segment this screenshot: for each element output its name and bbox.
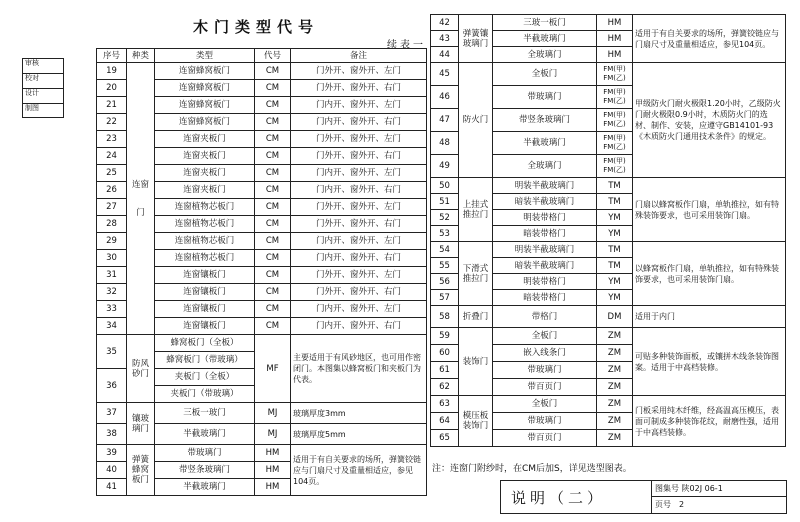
code-b: FM(乙) [603, 74, 626, 82]
cell-note: 玻璃厚度3mm [291, 403, 427, 424]
group-lianchuang [127, 63, 155, 335]
cell-type: 连窗植物芯板门 [155, 216, 255, 233]
cell-code: YM [597, 290, 633, 306]
group-shanggua [459, 178, 493, 242]
cell-code: CM [255, 114, 291, 131]
cell-seq: 22 [97, 114, 127, 131]
cell-code: HM [255, 462, 291, 479]
cell-seq: 46 [431, 86, 459, 109]
group-label: 防火门 [462, 115, 489, 125]
cell-code: YM [597, 274, 633, 290]
cell-note: 适用于有自关要求的场所，弹簧铰链应与门扇尺寸及重量相适应，参见104页。 [633, 15, 786, 63]
cell-seq: 30 [97, 250, 127, 267]
cell-note: 玻璃厚度5mm [291, 424, 427, 445]
cell-code: CM [255, 233, 291, 250]
cell-type: 连窗蜂窝板门 [155, 114, 255, 131]
cell-type: 半截玻璃门 [493, 132, 597, 155]
cell-seq: 27 [97, 199, 127, 216]
cell-type: 明装带格门 [493, 274, 597, 290]
cell-type: 连窗夹板门 [155, 148, 255, 165]
cell-type: 带百页门 [493, 430, 597, 447]
cell-code: MF [255, 335, 291, 403]
header-seq: 序号 [97, 49, 127, 63]
group-label: 下滑式推拉门 [462, 263, 489, 284]
group-jingpo [127, 403, 155, 445]
cell-code: CM [255, 267, 291, 284]
cell-seq: 43 [431, 31, 459, 47]
cell-type: 连窗植物芯板门 [155, 233, 255, 250]
cell-type: 半截玻璃门 [155, 479, 255, 496]
cell-note: 甲级防火门耐火极限1.20小时，乙级防火门耐火极限0.9小时，木质防火门的选材、制作、安装，应遵守GB14101-93《木质防火门通用技术条件》的规定。 [633, 63, 786, 178]
cell-code: CM [255, 318, 291, 335]
cell-seq: 45 [431, 63, 459, 86]
cell-seq: 19 [97, 63, 127, 80]
cell-type: 全玻璃门 [493, 155, 597, 178]
group-fangfeng [127, 335, 155, 403]
cell-note: 门内开、窗外开、右门 [291, 250, 427, 267]
cell-type: 连窗镶板门 [155, 318, 255, 335]
cell-note: 主要适用于有风砂地区，也可用作密闭门。本图集以蜂窝板门和夹板门为代表。 [291, 335, 427, 403]
cell-type: 明装半截玻璃门 [493, 242, 597, 258]
cell-type: 带玻璃门 [493, 86, 597, 109]
cell-seq: 25 [97, 165, 127, 182]
cell-seq: 47 [431, 109, 459, 132]
cell-seq: 33 [97, 301, 127, 318]
cell-note: 门外开、窗外开、右门 [291, 148, 427, 165]
cell-type: 明装带格门 [493, 210, 597, 226]
cell-type: 半截玻璃门 [493, 31, 597, 47]
cell-code: HM [255, 479, 291, 496]
cell-note: 门外开、窗外开、右门 [291, 80, 427, 97]
cell-code: ZM [597, 430, 633, 447]
cell-code: ZM [597, 328, 633, 345]
cell-seq: 61 [431, 362, 459, 379]
cell-type: 暗装半截玻璃门 [493, 258, 597, 274]
cell-code: YM [597, 210, 633, 226]
group-label: 模压板装饰门 [462, 411, 489, 431]
cell-code: ZM [597, 396, 633, 413]
cell-seq: 53 [431, 226, 459, 242]
cell-type: 带竖条玻璃门 [155, 462, 255, 479]
cell-type: 三玻一板门 [493, 15, 597, 31]
cell-note: 门内开、窗外开、右门 [291, 114, 427, 131]
cell-code [597, 109, 633, 132]
cell-type: 连窗蜂窝板门 [155, 63, 255, 80]
group-label: 连窗门 [131, 179, 149, 218]
code-b: FM(乙) [603, 120, 626, 128]
cell-seq: 44 [431, 47, 459, 63]
footnote: 注：连窗门附纱时，在CM后加S，详见选型图表。 [432, 464, 632, 474]
group-tanhuang-glass [459, 15, 493, 63]
cell-seq: 52 [431, 210, 459, 226]
cell-code: ZM [597, 362, 633, 379]
cell-note: 门外开、窗外开、左门 [291, 63, 427, 80]
group-label: 装饰门 [462, 356, 489, 367]
cell-code: CM [255, 131, 291, 148]
cell-code: MJ [255, 403, 291, 424]
cell-type: 带竖条玻璃门 [493, 109, 597, 132]
cell-type: 夹板门（带玻璃） [155, 386, 255, 403]
cell-code: ZM [597, 379, 633, 396]
group-xiahua [459, 242, 493, 306]
cell-seq: 21 [97, 97, 127, 114]
cell-code: CM [255, 284, 291, 301]
header-note: 备注 [291, 49, 427, 63]
cell-type: 夹板门（全板） [155, 369, 255, 386]
cell-seq: 64 [431, 413, 459, 430]
cell-code: MJ [255, 424, 291, 445]
cell-seq: 37 [97, 403, 127, 424]
cell-seq: 20 [97, 80, 127, 97]
code-a: FM(甲) [603, 157, 626, 165]
cell-code: CM [255, 148, 291, 165]
door-type-table-left [96, 48, 427, 496]
cell-note: 门内开、窗外开、右门 [291, 318, 427, 335]
cell-type: 暗装带格门 [493, 226, 597, 242]
cell-seq: 60 [431, 345, 459, 362]
cell-seq: 65 [431, 430, 459, 447]
cell-code: CM [255, 199, 291, 216]
cell-type: 暗装半截玻璃门 [493, 194, 597, 210]
cell-code: CM [255, 250, 291, 267]
stamp-cell: 校对 [23, 74, 63, 89]
cell-type: 三板一玻门 [155, 403, 255, 424]
cell-note: 门内开、窗外开、左门 [291, 165, 427, 182]
cell-seq: 62 [431, 379, 459, 396]
group-label: 弹簧镶玻璃门 [462, 28, 489, 49]
group-fanghuo [459, 63, 493, 178]
cell-type: 蜂窝板门（带玻璃） [155, 352, 255, 369]
cell-code: CM [255, 301, 291, 318]
cell-code: DM [597, 306, 633, 328]
group-tanhuang [127, 445, 155, 496]
code-a: FM(甲) [603, 134, 626, 142]
cell-code: HM [597, 47, 633, 63]
cell-code: YM [597, 226, 633, 242]
cell-note: 门外开、窗外开、左门 [291, 199, 427, 216]
group-label: 上挂式推拉门 [462, 199, 489, 220]
cell-seq: 42 [431, 15, 459, 31]
approval-stamp [22, 58, 64, 118]
cell-seq: 57 [431, 290, 459, 306]
cell-code: CM [255, 97, 291, 114]
cell-type: 带玻璃门 [155, 445, 255, 462]
cell-code: CM [255, 80, 291, 97]
cell-type: 连窗蜂窝板门 [155, 80, 255, 97]
cell-type: 全板门 [493, 328, 597, 345]
cell-code: CM [255, 216, 291, 233]
cell-note: 适用于内门 [633, 306, 786, 328]
cell-note: 门外开、窗外开、左门 [291, 131, 427, 148]
code-b: FM(乙) [603, 143, 626, 151]
group-moya [459, 396, 493, 447]
cell-code: CM [255, 63, 291, 80]
cell-type: 带玻璃门 [493, 362, 597, 379]
cell-type: 全玻璃门 [493, 47, 597, 63]
cell-seq: 29 [97, 233, 127, 250]
cell-seq: 32 [97, 284, 127, 301]
cell-note: 以蜂窝板作门扇，单轨推拉，如有特殊装饰要求，也可采用装饰门扇。 [633, 242, 786, 306]
cell-type: 连窗夹板门 [155, 182, 255, 199]
cell-seq: 40 [97, 462, 127, 479]
cell-code: HM [255, 445, 291, 462]
cell-type: 半截玻璃门 [155, 424, 255, 445]
cell-seq: 48 [431, 132, 459, 155]
atlas-number: 图集号 陕02J 06-1 [652, 481, 787, 497]
cell-type: 全板门 [493, 63, 597, 86]
page-number: 页号 2 [655, 500, 685, 509]
cell-seq: 56 [431, 274, 459, 290]
cell-seq: 59 [431, 328, 459, 345]
cell-note: 可贴多种装饰面板，或镶拼木线条装饰图案。适用于中高档装修。 [633, 328, 786, 396]
cell-code: ZM [597, 345, 633, 362]
cell-seq: 24 [97, 148, 127, 165]
cell-seq: 49 [431, 155, 459, 178]
cell-type: 连窗镶板门 [155, 267, 255, 284]
cell-seq: 28 [97, 216, 127, 233]
cell-type: 带格门 [493, 306, 597, 328]
group-label: 防风砂门 [131, 358, 149, 379]
cell-type: 暗装带格门 [493, 290, 597, 306]
cell-code: HM [597, 31, 633, 47]
code-a: FM(甲) [603, 88, 626, 96]
cell-type: 连窗镶板门 [155, 284, 255, 301]
cell-seq: 34 [97, 318, 127, 335]
title-block [500, 480, 787, 514]
cell-seq: 39 [97, 445, 127, 462]
cell-type: 连窗植物芯板门 [155, 250, 255, 267]
cell-note: 门内开、窗外开、右门 [291, 182, 427, 199]
cell-code: HM [597, 15, 633, 31]
cell-seq: 36 [97, 369, 127, 403]
cell-type: 带百页门 [493, 379, 597, 396]
code-b: FM(乙) [603, 97, 626, 105]
cell-code: ZM [597, 413, 633, 430]
stamp-cell: 审核 [23, 59, 63, 74]
cell-code: TM [597, 258, 633, 274]
group-zhedie: 折叠门 [459, 306, 493, 328]
group-label: 弹簧蜂窝板门 [131, 455, 149, 485]
cell-type: 连窗夹板门 [155, 165, 255, 182]
cell-type: 蜂窝板门（全板） [155, 335, 255, 352]
cell-note: 门内开、窗外开、左门 [291, 301, 427, 318]
cell-type: 全板门 [493, 396, 597, 413]
cell-note: 门外开、窗外开、右门 [291, 216, 427, 233]
header-code: 代号 [255, 49, 291, 63]
cell-seq: 51 [431, 194, 459, 210]
cell-code: TM [597, 194, 633, 210]
header-kind: 种类 [127, 49, 155, 63]
cell-seq: 63 [431, 396, 459, 413]
stamp-cell: 设计 [23, 89, 63, 104]
cell-type: 连窗植物芯板门 [155, 199, 255, 216]
cell-code: CM [255, 182, 291, 199]
sheet-label: 说明（二） [511, 489, 607, 507]
group-label: 镶玻璃门 [131, 413, 149, 434]
door-type-table-right [430, 14, 786, 447]
cell-code [597, 155, 633, 178]
cell-type: 嵌入线条门 [493, 345, 597, 362]
cell-note: 适用于有自关要求的场所，弹簧铰链应与门扇尺寸及重量相适应，参见104页。 [291, 445, 427, 496]
cell-seq: 54 [431, 242, 459, 258]
cell-code: CM [255, 165, 291, 182]
code-b: FM(乙) [603, 166, 626, 174]
cell-type: 连窗夹板门 [155, 131, 255, 148]
code-a: FM(甲) [603, 111, 626, 119]
cell-code: TM [597, 242, 633, 258]
cell-code [597, 132, 633, 155]
cell-seq: 35 [97, 335, 127, 369]
cell-note: 门外开、窗外开、左门 [291, 267, 427, 284]
cell-seq: 23 [97, 131, 127, 148]
page-title: 木门类型代号 [192, 18, 319, 36]
cell-type: 明装半截玻璃门 [493, 178, 597, 194]
cell-type: 带玻璃门 [493, 413, 597, 430]
cell-seq: 55 [431, 258, 459, 274]
cell-seq: 50 [431, 178, 459, 194]
cell-code [597, 86, 633, 109]
table-subtitle: 续表一 [387, 40, 426, 51]
cell-seq: 31 [97, 267, 127, 284]
group-zhuangshi [459, 328, 493, 396]
code-a: FM(甲) [603, 65, 626, 73]
stamp-cell: 制图 [25, 104, 39, 112]
cell-code: TM [597, 178, 633, 194]
cell-seq: 38 [97, 424, 127, 445]
cell-seq: 58 [431, 306, 459, 328]
header-type: 类型 [155, 49, 255, 63]
cell-note: 门内开、窗外开、左门 [291, 97, 427, 114]
cell-note: 门扇以蜂窝板作门扇，单轨推拉，如有特殊装饰要求，也可采用装饰门扇。 [633, 178, 786, 242]
cell-type: 连窗蜂窝板门 [155, 97, 255, 114]
cell-note: 门内开、窗外开、左门 [291, 233, 427, 250]
cell-note: 门外开、窗外开、右门 [291, 284, 427, 301]
cell-note: 门板采用纯木纤维，经高温高压模压，表面可制成多种装饰花纹，耐磨性强，适用于中高档装修。 [633, 396, 786, 447]
cell-type: 连窗镶板门 [155, 301, 255, 318]
cell-seq: 41 [97, 479, 127, 496]
cell-seq: 26 [97, 182, 127, 199]
atlas-info [651, 481, 787, 513]
cell-code [597, 63, 633, 86]
